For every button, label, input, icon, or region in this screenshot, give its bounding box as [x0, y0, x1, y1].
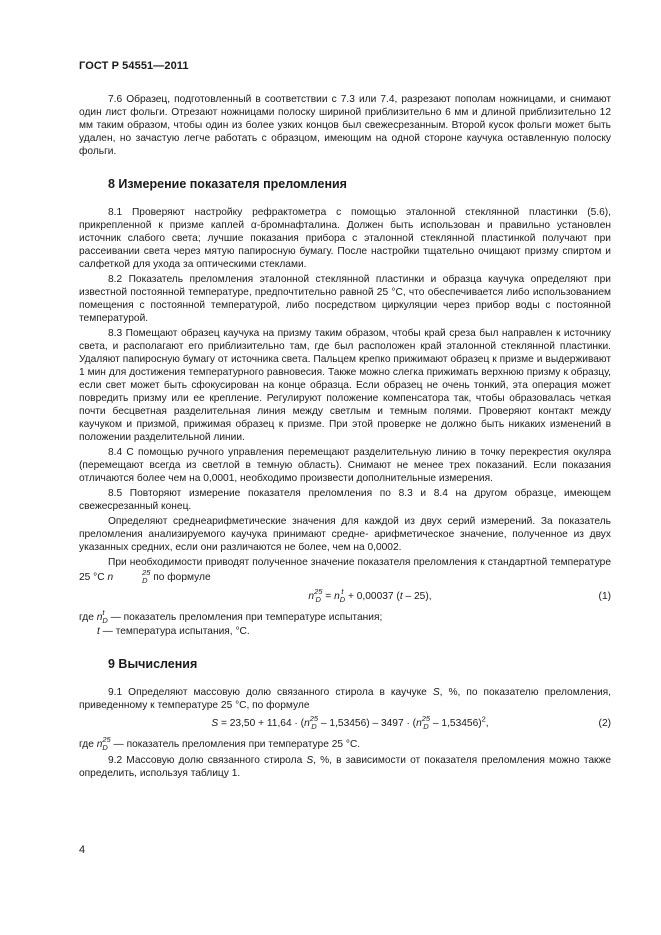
document-standard-id: ГОСТ Р 54551—2011 [79, 60, 189, 72]
formula-2-legend: где n 25 D — показатель преломления при температуре 25 °С. [79, 735, 361, 752]
paragraph-8-4: 8.4 С помощью ручного управления перемещают разделительную линию в точку перекрестия окуляра (перемещают всегда из светлой в темную область). Снимают не менее трех показаний. Если показания отличаются более чем на 0,0001, необходимо произвести дополнительные измерения. [79, 447, 611, 484]
formula-1-expression: n 25 D = n t D + 0,00037 (t – 25), [308, 587, 432, 604]
document-body [79, 93, 611, 780]
section-8-title: 8 Измерение показателя преломления [108, 177, 347, 191]
paragraph-mean-values: Определяют среднеарифметические значения для каждой из двух серий измерений. За показатель преломления анализируемого каучука принимают средне- арифметическое значение, полученное из двух указанных средних, если они различаются не более, чем на 0,0002. [79, 516, 611, 553]
formula-2 [79, 715, 611, 731]
section-9-title: 9 Вычисления [108, 657, 198, 671]
paragraph-8-1: 8.1 Проверяют настройку рефрактометра с помощью эталонной стеклянной пластинки (5.6), прикрепленной к призме каплей α-бромнафталина. Должен быть использован и правильно установлен источник слабого света; лучшие показания прибора с эталонной стеклянной пластинкой получают при рассеивании света через мятую папиросную бумагу. После настройки тщательно очищают призму спиртом и салфеткой для ухода за оптическими стеклами. [79, 207, 611, 270]
paragraph-8-3: 8.3 Помещают образец каучука на призму таким образом, чтобы край среза был направлен к источнику света, и располагают его приблизительно там, где был расположен край эталонной стеклянной пластинки. Удаляют папиросную бумагу от источника света. Пальцем крепко прижимают образец к призме и выдерживают 1 мин для достижения температурного равновесия. Также можно слегка прижимать верхнюю призму к образцу, если свет может быть сфокусирован на конце образца. Если образец не очень тонкий, эта операция может повредить призму или ее крепление. Регулируют положение компенсатора так, чтобы образовалась четкая почти бесцветная разделительная линия между светлым и темным полями. Проверяют контакт между каучуком и призмой, прижимая образец к призме. При этой проверке не должно быть никаких изменений в положении разделительной линии. [79, 328, 611, 443]
formula-1-number: (1) [598, 591, 611, 602]
paragraph-8-5: 8.5 Повторяют измерение показателя преломления по 8.3 и 8.4 на другом образце, имеющем свежесрезанный конец. [79, 488, 611, 512]
page-number: 4 [79, 844, 86, 856]
formula-2-expression: S = 23,50 + 11,64 · (n 25 D – 1,53456) – 3497 · (n 25 D – 1,53456)$^2$, [211, 714, 489, 731]
paragraph-7-6: 7.6 Образец, подготовленный в соответствии с 7.3 или 7.4, разрезают пополам ножницами, и снимают один лист фольги. Отрезают ножницами полоску шириной приблизительно 6 мм и длиной приблизительно 12 мм таким образом, чтобы один из более узких концов был свежесрезанным. Второй кусок фольги может быть удален, но зачастую легче работать с образцом, имеющим на одной стороне каучука оставленную полоску фольги. [79, 94, 611, 157]
formula-1-legend-t: t — температура испытания, °С. [97, 626, 250, 637]
formula-1 [79, 588, 611, 604]
refractive-index-symbol: n 25 D [107, 568, 151, 585]
paragraph-9-1: 9.1 Определяют массовую долю связанного стирола в каучуке S, %, по показателю преломления, приведенному к температуре 25 °С, по формуле [79, 687, 611, 711]
formula-1-legend-n: где n t D — показатель преломления при температуре испытания; [79, 608, 383, 625]
paragraph-9-2: 9.2 Массовую долю связанного стирола S, %, в зависимости от показателя преломления можно также определить, используя таблицу 1. [79, 755, 611, 779]
paragraph-8-2: 8.2 Показатель преломления эталонной стеклянной пластинки и образца каучука определяют при известной постоянной температуре, предпочтительно равной 25 °С, что обеспечивается либо использованием помещения с постоянной температурой, либо посредством циркуляции через прибор воды с постоянной температурой. [79, 274, 611, 324]
formula-2-number: (2) [598, 718, 611, 729]
paragraph-temperature-reduction: При необходимости приводят полученное значение показателя преломления к стандартной температуре 25 °С n 25 D по формуле [79, 557, 611, 585]
